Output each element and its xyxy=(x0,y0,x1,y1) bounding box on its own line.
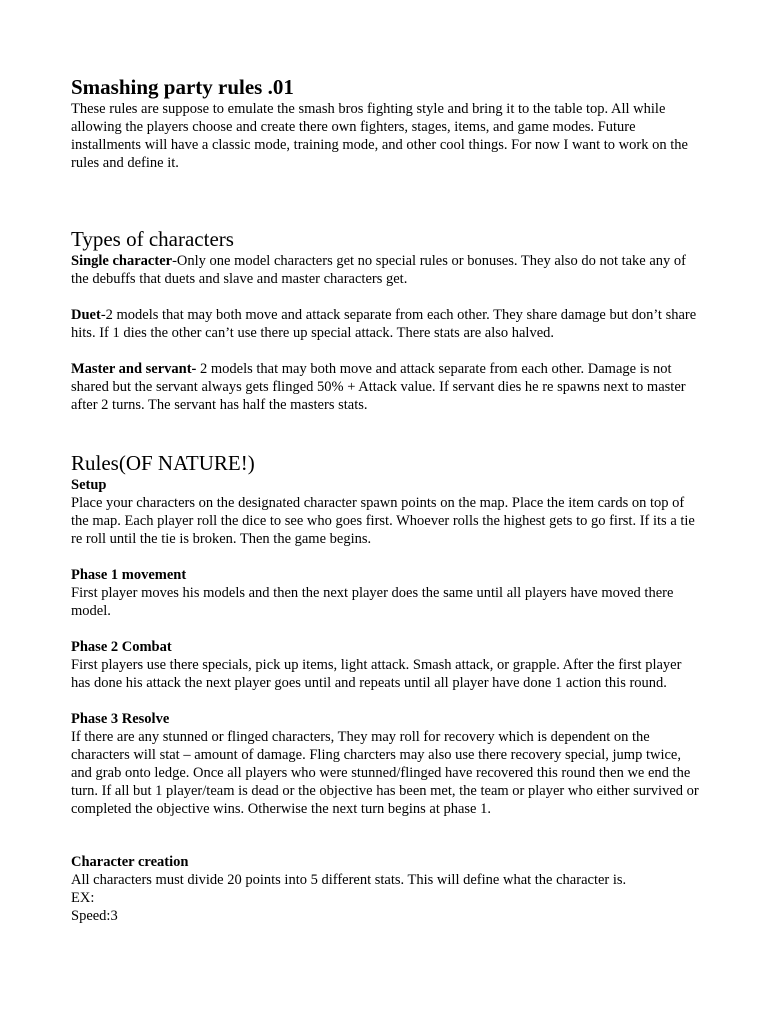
types-heading: Types of characters xyxy=(71,227,234,251)
setup-text: Place your characters on the designated character spawn points on the map. Place the item cards on top of the map. Each player roll the dice to see who goes first. Whoever rolls the highest gets to go first. If its a tie re roll until the tie is broken. Then the game begins. xyxy=(71,495,695,547)
phase1-label: Phase 1 movement xyxy=(71,567,187,583)
phase2-text: First players use there specials, pick up items, light attack. Smash attack, or grapple. After the first player has done his attack the next player goes until and repeats until all player have done 1 action this round. xyxy=(71,657,682,691)
creation-text: All characters must divide 20 points into 5 different stats. This will define what the character is. xyxy=(71,872,627,888)
document-page xyxy=(71,74,701,925)
master-servant-paragraph xyxy=(71,360,701,414)
creation-label: Character creation xyxy=(71,854,189,870)
setup-label: Setup xyxy=(71,477,107,493)
phase1-text: First player moves his models and then the next player does the same until all players have moved there model. xyxy=(71,585,674,619)
duet-text: -2 models that may both move and attack separate from each other. They share damage but don’t share hits. If 1 dies the other can’t use there up special attack. There stats are also halved. xyxy=(71,307,697,341)
intro-paragraph: These rules are suppose to emulate the smash bros fighting style and bring it to the table top. All while allowing the players choose and create there own fighters, stages, items, and game modes. Future installments will have a classic mode, training mode, and other cool things. For now I want to work on the rules and define it. xyxy=(71,101,688,171)
duet-label: Duet xyxy=(71,307,101,323)
single-character-paragraph xyxy=(71,252,701,288)
single-character-text: -Only one model characters get no special rules or bonuses. They also do not take any of the debuffs that duets and slave and master characters get. xyxy=(71,253,687,287)
phase3-label: Phase 3 Resolve xyxy=(71,711,170,727)
rules-heading: Rules(OF NATURE!) xyxy=(71,451,255,475)
master-servant-label: Master and servant- xyxy=(71,361,197,377)
creation-speed: Speed:3 xyxy=(71,908,118,924)
master-servant-text: 2 models that may both move and attack separate from each other. Damage is not shared but the servant always gets flinged 50% + Attack value. If servant dies he re spawns next to master after 2 turns. The servant has half the masters stats. xyxy=(71,361,686,413)
single-character-label: Single character xyxy=(71,253,173,269)
phase2-label: Phase 2 Combat xyxy=(71,639,172,655)
phase3-text: If there are any stunned or flinged characters, They may roll for recovery which is dependent on the characters will stat – amount of damage. Fling charcters may also use there recovery special, jump twice, and grab onto ledge. Once all players who were stunned/flinged have recovered this round then we end the turn. If all but 1 player/team is dead or the objective has been met, the team or player who either survived or completed the objective wins. Otherwise the next turn begins at phase 1. xyxy=(71,729,699,817)
duet-paragraph xyxy=(71,306,701,342)
creation-ex: EX: xyxy=(71,890,95,906)
document-title: Smashing party rules .01 xyxy=(71,75,294,99)
